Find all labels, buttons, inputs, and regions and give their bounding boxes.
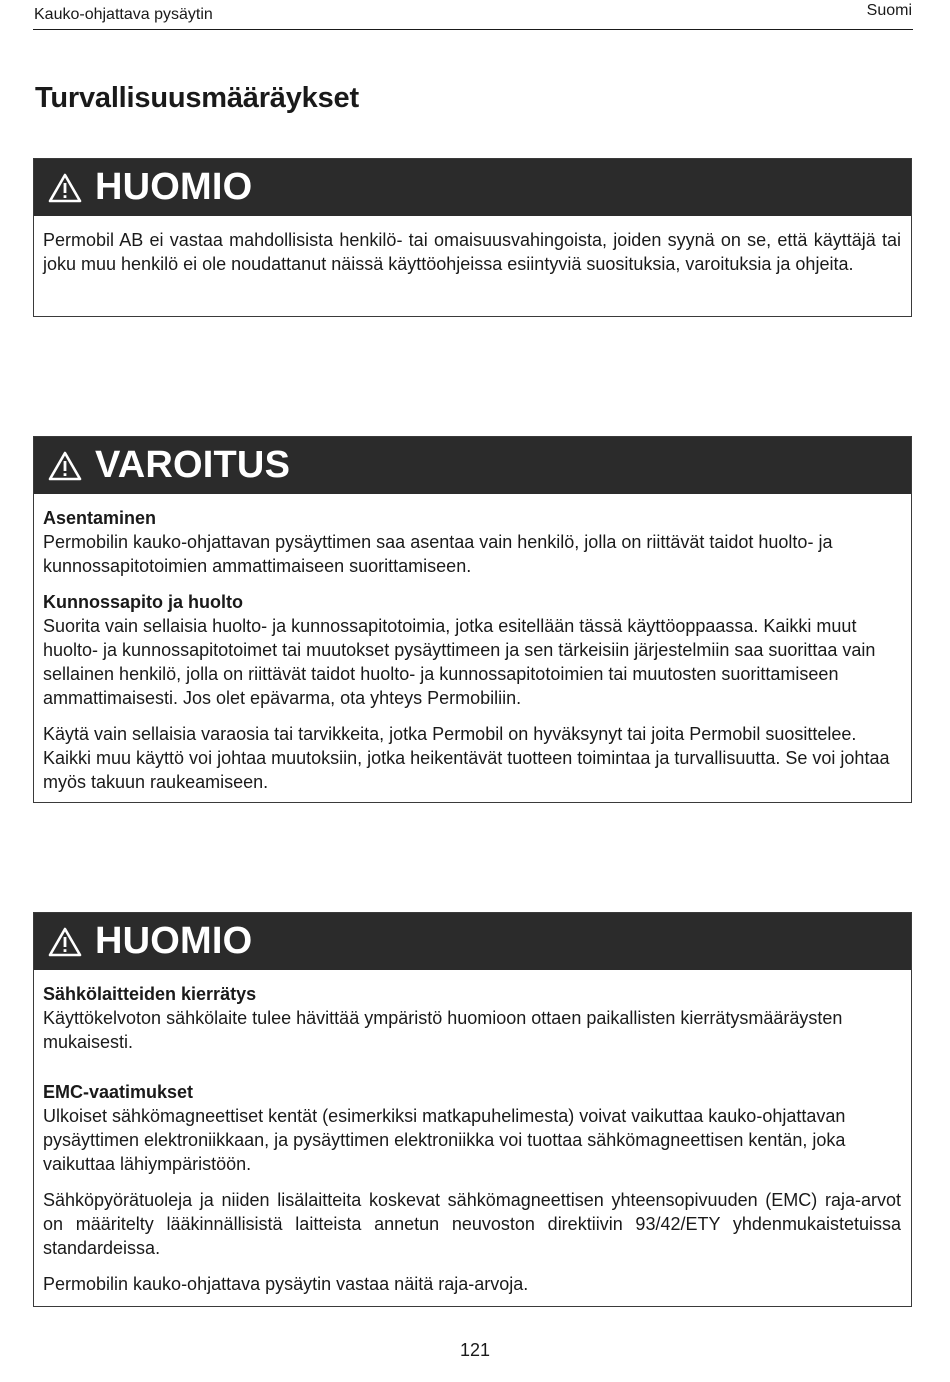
warning-triangle-icon xyxy=(48,451,82,481)
section-compliance: Permobilin kauko-ohjattava pysäytin vastaa näitä raja-arvoja. xyxy=(43,1274,529,1294)
warning-box-varoitus xyxy=(33,436,912,803)
warning-box-title: VAROITUS xyxy=(95,444,291,486)
section-spare-parts: Käytä vain sellaisia varaosia tai tarvikkeita, jotka Permobil on hyväksynyt tai joita Permobil suosittelee. Kaikki muu käyttö voi johtaa muutoksiin, jotka heikentävät tuotteen toimintaa ja turvallisuutta. Se voi johtaa myös takuun raukeamiseen. xyxy=(43,724,890,792)
notice-box-body xyxy=(34,970,911,1316)
section-recycling xyxy=(43,982,901,1054)
section-maintenance xyxy=(43,590,901,710)
section-heading: Asentaminen xyxy=(43,508,157,528)
page-number: 121 xyxy=(459,1340,491,1360)
warning-box-body xyxy=(34,494,911,814)
notice-box-huomio-2 xyxy=(33,912,912,1307)
section-text: Ulkoiset sähkömagneettiset kentät (esimerkiksi matkapuhelimesta) voivat vaikuttaa kauko-ohjattavan pysäyttimen elektroniikkaan, ja pysäyttimen elektroniikka voi tuottaa sähkömagneettisen kentän, joka vaikuttaa lähiympäristöön. xyxy=(43,1106,846,1174)
page-title: Turvallisuusmääräykset xyxy=(35,82,359,114)
section-text: Suorita vain sellaisia huolto- ja kunnossapitotoimia, jotka esitellään tässä käyttöoppaassa. Kaikki muut huolto- ja kunnossapitotoimet tai muutokset pysäyttimeen ja sen tärkeisiin järjestelmiin saa suorittaa vain sellainen henkilö, jolla on riittävät taidot huolto- ja kunnossapitotoimien tai muutosten suorittamiseen ammattimaisesti. Jos olet epävarma, ota yhteys Permobiliin. xyxy=(43,616,876,708)
warning-triangle-icon xyxy=(48,173,82,203)
notice-text: Permobil AB ei vastaa mahdollisista henkilö- tai omaisuusvahingoista, joiden syynä on se, että käyttäjä tai joku muu henkilö ei ole noudattanut näissä käyttöohjeissa esiintyviä suosituksia, varoituksia ja ohjeita. xyxy=(43,230,901,274)
running-header-language: Suomi xyxy=(866,2,912,19)
section-text: Käyttökelvoton sähkölaite tulee hävittää ympäristö huomioon ottaen paikallisten kierrätysmääräysten mukaisesti. xyxy=(43,1008,843,1052)
notice-box-header xyxy=(34,159,911,216)
warning-triangle-icon xyxy=(48,927,82,957)
section-installation xyxy=(43,506,901,578)
section-heading: Sähkölaitteiden kierrätys xyxy=(43,984,257,1004)
running-header-title: Kauko-ohjattava pysäytin xyxy=(34,6,213,23)
notice-box-title: HUOMIO xyxy=(95,166,253,208)
notice-box-title: HUOMIO xyxy=(95,920,253,962)
section-text: Permobilin kauko-ohjattavan pysäyttimen saa asentaa vain henkilö, jolla on riittävät taidot huolto- ja kunnossapitotoimien ammattimaiseen suorittamiseen. xyxy=(43,532,833,576)
section-emc-limits: Sähköpyörätuoleja ja niiden lisälaitteita koskevat sähkömagneettisen yhteensopivuuden (EMC) raja-arvot on määritelty lääkinnällisistä laitteista annetun neuvoston direktiivin 93/42/ETY yhdenmukaistetuissa standardeissa. xyxy=(43,1190,901,1258)
section-heading: Kunnossapito ja huolto xyxy=(43,592,243,612)
section-heading: EMC-vaatimukset xyxy=(43,1082,194,1102)
header-divider xyxy=(33,29,913,30)
section-emc xyxy=(43,1080,901,1176)
notice-box-huomio xyxy=(33,158,912,317)
notice-box-header xyxy=(34,913,911,970)
notice-box-body xyxy=(34,216,911,296)
warning-box-header xyxy=(34,437,911,494)
